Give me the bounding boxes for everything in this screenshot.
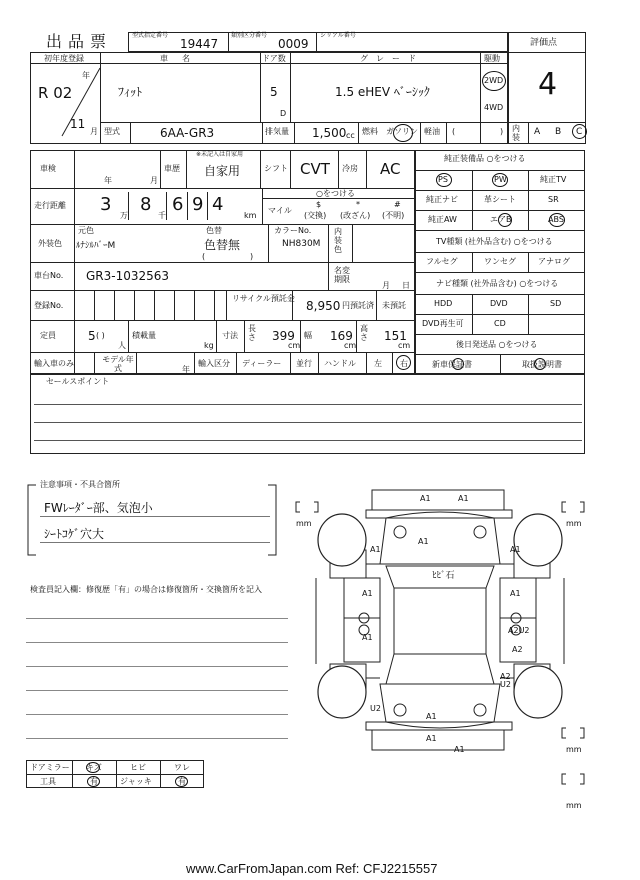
- history-label: 車歴: [164, 164, 180, 173]
- color-no-value: NH830M: [282, 239, 321, 249]
- page-title: 出品票: [46, 32, 113, 51]
- shaken-month-unit: 月: [150, 176, 158, 185]
- equip-sr: SR: [548, 195, 559, 204]
- equip-navi: 純正ナビ: [426, 195, 458, 204]
- orig-color-label: 元色: [78, 226, 94, 235]
- fuel-diesel: 軽油: [424, 127, 440, 136]
- equip-tv: 純正TV: [540, 175, 567, 184]
- length-value: 399: [272, 329, 295, 343]
- mileage-opt-mile: マイル: [268, 206, 292, 215]
- navi-cd: CD: [494, 319, 506, 328]
- equip-abs: ABS: [548, 215, 564, 224]
- navi-sd: SD: [550, 299, 562, 308]
- color-change-label: 色替: [206, 226, 222, 235]
- mileage-label: 走行距離: [34, 201, 66, 210]
- equip-aw: 純正AW: [428, 215, 457, 224]
- mark-right-rear-a2: A2: [500, 672, 511, 681]
- first-reg-year: R 02: [38, 84, 73, 102]
- mileage-opt-tamper: (改ざん): [340, 211, 371, 220]
- mileage-opt-tamper-symbol: *: [356, 200, 360, 209]
- mark-left-rear-u2: U2: [370, 704, 381, 713]
- mileage-digit-4: 9: [192, 194, 204, 215]
- color-paren-open: (: [202, 252, 206, 261]
- displacement-unit: cc: [346, 131, 355, 140]
- name-change-month: 月: [382, 281, 390, 290]
- history-value: 自家用: [204, 164, 241, 178]
- legend-scratch-circle: [86, 762, 100, 773]
- mileage-digit-3: 6: [172, 194, 184, 215]
- mileage-circle-note: ○をつける: [316, 189, 355, 198]
- score-value: 4: [538, 67, 558, 102]
- mark-front-a1-right: A1: [458, 494, 469, 503]
- mileage-digit-1: 3: [100, 194, 112, 215]
- mm-front-left: mm: [296, 519, 312, 528]
- length-unit: cm: [288, 341, 301, 350]
- fuel-label: 燃料: [362, 127, 378, 136]
- reg-label: 登録No.: [34, 301, 64, 310]
- height-value: 151: [384, 329, 407, 343]
- later-warranty-circle: [452, 358, 464, 370]
- doors-suffix: D: [280, 109, 287, 118]
- navi-dvd: DVD: [490, 299, 508, 308]
- mark-right-rear-u2: U2: [500, 680, 511, 689]
- interior-b: B: [555, 127, 562, 137]
- first-reg-month: 11: [70, 117, 86, 131]
- recycle-not: 未預託: [382, 301, 406, 310]
- later-warranty: 新車保証書: [432, 360, 472, 369]
- legend-mirror: ドアミラー: [30, 763, 70, 772]
- drive-4wd: 4WD: [484, 103, 504, 112]
- doors-value: 5: [270, 85, 278, 99]
- equip-ps: PS: [438, 175, 448, 184]
- mm-rear-right-2: mm: [566, 801, 582, 810]
- chassis-value: GR3-1032563: [86, 269, 170, 283]
- model-year-label: モデル年式: [102, 355, 134, 373]
- serial-label: シリアル番号: [320, 32, 356, 39]
- navi-hdd: HDD: [434, 299, 453, 308]
- doors-label: ドア数: [262, 54, 286, 63]
- dealer-option: ディーラー: [242, 359, 282, 368]
- width-label: 幅: [304, 331, 312, 340]
- mileage-opt-unknown: (不明): [382, 211, 405, 220]
- notes-line-2: ｼｰﾄｺｹﾞ穴大: [44, 527, 105, 541]
- mark-right-a2: A2: [512, 645, 523, 654]
- fuel-other-open: (: [452, 127, 456, 136]
- equip-ps-circle: [436, 173, 452, 187]
- mark-rear-a1-2: A1: [426, 734, 437, 743]
- import-cat-label: 輸入区分: [198, 359, 230, 368]
- fuel-other-close: ): [500, 127, 504, 136]
- legend-tools-yes: 有: [90, 777, 98, 786]
- load-label: 積載量: [132, 331, 156, 340]
- legend-scratch: キズ: [86, 763, 102, 772]
- ac-label: 冷房: [342, 164, 358, 173]
- equip-airbag-circle: [498, 213, 512, 227]
- name-change-label: 名変期限: [334, 266, 350, 284]
- mark-right-a1-top: A1: [510, 545, 521, 554]
- sales-point-box: [30, 374, 585, 454]
- capacity-value: 5: [88, 329, 96, 343]
- year-unit: 年: [82, 71, 90, 80]
- score-label: 評価点: [530, 38, 558, 48]
- mark-right-door-a1: A1: [510, 589, 521, 598]
- inspector-label: 検査員記入欄：修復歴「有」の場合は修復箇所・交換箇所を記入: [30, 585, 262, 594]
- tv-full: フルセグ: [426, 257, 458, 266]
- legend-jack-yes: 有: [178, 777, 186, 786]
- displacement-value: 1,500: [312, 126, 347, 140]
- dim-label: 寸法: [222, 331, 238, 340]
- fuel-gas: ガソリン: [386, 127, 418, 136]
- legend-jack-circle: [175, 776, 188, 787]
- car-name-label: 車名: [160, 54, 204, 63]
- notes-bracket: [26, 480, 278, 560]
- handle-left: 左: [374, 359, 382, 368]
- legend-tools: 工具: [40, 777, 56, 786]
- sales-point-label: セールスポイント: [46, 377, 110, 386]
- tv-type-label: TV種類 (社外品含む) ○をつける: [436, 237, 553, 246]
- model-cert-label: 型式指定番号: [132, 32, 169, 39]
- mileage-opt-exchange-symbol: $: [316, 200, 322, 209]
- shift-value: CVT: [300, 160, 330, 178]
- recycle-unit: 円預託済: [342, 301, 374, 310]
- first-reg-label: 初年度登録: [44, 54, 84, 63]
- mark-windshield: ﾋﾋﾞ石: [432, 571, 455, 581]
- tv-one: ワンセグ: [484, 257, 516, 266]
- mm-front-right: mm: [566, 519, 582, 528]
- interior-label: 内装: [512, 124, 520, 142]
- mark-rear-a1-1: A1: [426, 712, 437, 721]
- len-label: 長さ: [248, 324, 256, 342]
- month-unit: 月: [90, 127, 98, 136]
- navi-dvd-play: DVD再生可: [422, 319, 464, 328]
- equip-pw-circle: [492, 173, 508, 187]
- int-color-label: 内装色: [334, 227, 342, 254]
- drive-label: 駆動: [484, 54, 500, 63]
- mm-rear-right: mm: [566, 745, 582, 754]
- navi-type-label: ナビ種類 (社外品含む) ○をつける: [436, 279, 559, 288]
- height-unit: cm: [398, 341, 411, 350]
- name-change-day: 日: [402, 281, 410, 290]
- equip-pw: PW: [494, 175, 507, 184]
- mark-rear-a1-3: A1: [454, 745, 465, 754]
- chassis-label: 車台No.: [34, 271, 64, 280]
- parallel-option: 並行: [296, 359, 312, 368]
- fuel-gas-circle: [393, 124, 413, 142]
- mileage-sen: 千: [158, 211, 166, 220]
- color-label: 外装色: [38, 239, 62, 248]
- interior-c-circle: [572, 124, 587, 139]
- equip-factory-label: 純正装備品 ○をつける: [444, 154, 526, 163]
- handle-label: ハンドル: [324, 359, 356, 368]
- mark-left-fender-a1: A1: [370, 545, 381, 554]
- interior-a: A: [534, 127, 541, 137]
- type-label: 型式: [104, 127, 120, 136]
- mark-right-a2u2: A2U2: [508, 626, 530, 635]
- later-label: 後日発送品 ○をつける: [456, 340, 538, 349]
- mileage-opt-exchange: (交換): [304, 211, 327, 220]
- mileage-unit: km: [244, 211, 257, 220]
- color-no-label: カラーNo.: [274, 226, 312, 235]
- equip-abs-circle: [549, 213, 565, 227]
- shaken-label: 車検: [40, 164, 56, 173]
- handle-right-circle: [396, 355, 411, 370]
- class-label: 類別区分番号: [231, 32, 268, 39]
- tv-analog: アナログ: [538, 257, 570, 266]
- mark-left-door-a1-2: A1: [362, 633, 373, 642]
- grade-label: グレード: [360, 54, 424, 63]
- equip-leather: 革シート: [484, 195, 516, 204]
- type-value: 6AA-GR3: [160, 126, 215, 140]
- legend-crack: ヒビ: [130, 763, 146, 772]
- car-diagram: [290, 478, 590, 818]
- model-year-unit: 年: [182, 365, 190, 374]
- mark-hood-a1: A1: [418, 537, 429, 546]
- capacity-label: 定員: [40, 331, 56, 340]
- shaken-year-unit: 年: [104, 176, 112, 185]
- mileage-digit-5: 4: [212, 194, 224, 215]
- height-label: 高さ: [360, 324, 368, 342]
- legend-jack: ジャッキ: [120, 777, 152, 786]
- displacement-label: 排気量: [265, 127, 289, 136]
- ac-value: AC: [380, 160, 401, 178]
- footer-watermark: www.CarFromJapan.com Ref: CFJ2215557: [186, 861, 438, 876]
- load-unit: kg: [204, 341, 214, 350]
- mileage-man: 万: [120, 211, 128, 220]
- mark-front-a1-left: A1: [420, 494, 431, 503]
- shift-label: シフト: [264, 164, 288, 173]
- mark-left-door-a1-1: A1: [362, 589, 373, 598]
- grade-value: 1.5 eHEV ﾍﾞｰｼｯｸ: [335, 85, 430, 99]
- width-value: 169: [330, 329, 353, 343]
- later-manual: 取扱説明書: [522, 360, 562, 369]
- recycle-label: リサイクル預託金: [232, 294, 295, 303]
- capacity-unit: 人: [118, 341, 126, 350]
- legend-tools-circle: [87, 776, 100, 787]
- color-change-value: 色替無: [204, 238, 241, 252]
- drive-2wd: 2WD: [484, 76, 504, 85]
- later-manual-circle: [534, 358, 546, 370]
- notes-line-1: FWﾚｰﾀﾞｰ部、気泡小: [44, 501, 153, 515]
- import-label: 輸入車のみ: [34, 359, 74, 368]
- equip-airbag: エアB: [490, 215, 512, 224]
- mileage-digit-2: 8: [140, 194, 152, 215]
- history-note: ※未記入は自家用: [196, 151, 244, 158]
- capacity-paren: ( ): [96, 331, 105, 340]
- orig-color-value: ﾙﾅｼﾙﾊﾞｰM: [76, 241, 116, 251]
- model-cert-value: 19447: [180, 37, 219, 51]
- notes-title: 注意事項・不具合箇所: [40, 480, 120, 489]
- mileage-opt-unknown-symbol: #: [394, 200, 401, 209]
- interior-c: C: [576, 127, 583, 137]
- class-value: 0009: [278, 37, 309, 51]
- legend-break: ワレ: [174, 763, 190, 772]
- handle-right: 右: [400, 359, 408, 368]
- car-name: ﾌｨｯﾄ: [118, 85, 143, 99]
- color-paren-close: ): [250, 252, 254, 261]
- width-unit: cm: [344, 341, 357, 350]
- recycle-value: 8,950: [306, 299, 341, 313]
